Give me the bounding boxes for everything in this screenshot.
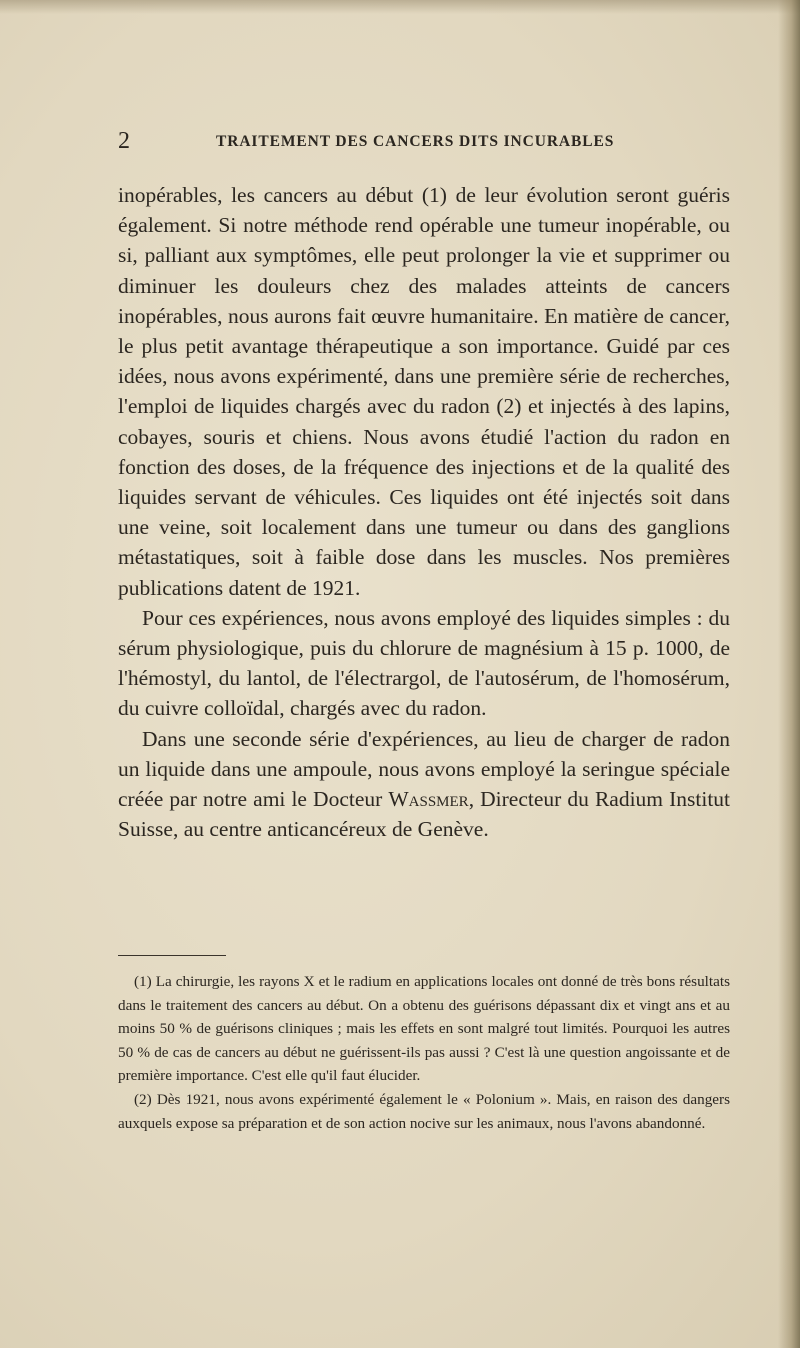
page-edge-shadow	[778, 0, 800, 1348]
main-text	[118, 180, 730, 844]
author-name: Wassmer	[388, 787, 469, 812]
running-head	[118, 128, 728, 154]
page-number: 2	[118, 128, 130, 154]
paragraph-3	[118, 724, 730, 845]
footnote-2: (2) Dès 1921, nous avons expérimenté également le « Polonium ». Mais, en raison des dangers auxquels expose sa préparation et de son action nocive sur les animaux, nous l'avons abandonné.	[118, 1090, 730, 1132]
paragraph-2: Pour ces expériences, nous avons employé des liquides simples : du sérum physiologique, puis du chlorure de magnésium à 15 p. 1000, de l'hémostyl, du lantol, de l'électrargol, de l'autosérum, de l'homosérum, du cuivre colloïdal, chargés avec du radon.	[118, 605, 730, 721]
paragraph-1: inopérables, les cancers au début (1) de leur évolution seront guéris également. Si notre méthode rend opérable une tumeur inopérable, ou si, palliant aux symptômes, elle peut prolonger la vie et supprimer ou diminuer les douleurs chez des malades atteints de cancers inopérables, nous aurons fait œuvre humanitaire. En matière de cancer, le plus petit avantage thérapeutique a son importance. Guidé par ces idées, nous avons expérimenté, dans une première série de recherches, l'emploi de liquides chargés avec du radon (2) et injectés à des lapins, cobayes, souris et chiens. Nous avons étudié l'action du radon en fonction des doses, de la fréquence des injections et de la qualité des liquides servant de véhicules. Ces liquides ont été injectés soit dans une veine, soit localement dans une tumeur ou dans des ganglions métastatiques, soit à faible dose dans les muscles. Nos premières publications datent de 1921.	[118, 183, 730, 600]
running-title: TRAITEMENT DES CANCERS DITS INCURABLES	[216, 133, 615, 150]
page-top-shadow	[0, 0, 800, 14]
paragraph-3-end: , Directeur du Radium Institut Suisse, au centre anticancéreux de Genève.	[118, 787, 731, 842]
paragraph-3-start: Dans une seconde série d'expériences, au lieu de charger de radon un liquide dans une ampoule, nous avons employé la seringue spéciale créée par notre ami le Docteur	[118, 726, 730, 812]
footnote-1: (1) La chirurgie, les rayons X et le radium en applications locales ont donné de très bons résultats dans le traitement des cancers au début. On a obtenu des guérisons dépassant dix et vingt ans et au moins 50 % de guérisons cliniques ; mais les effets en sont malgré tout limités. Pourquoi les autres 50 % de cas de cancers au début ne guérissent-ils pas aussi ? C'est là une question angoissante et de première importance. C'est elle qu'il faut élucider.	[118, 973, 730, 1085]
footnotes	[118, 970, 730, 1135]
footnote-rule	[118, 955, 226, 956]
